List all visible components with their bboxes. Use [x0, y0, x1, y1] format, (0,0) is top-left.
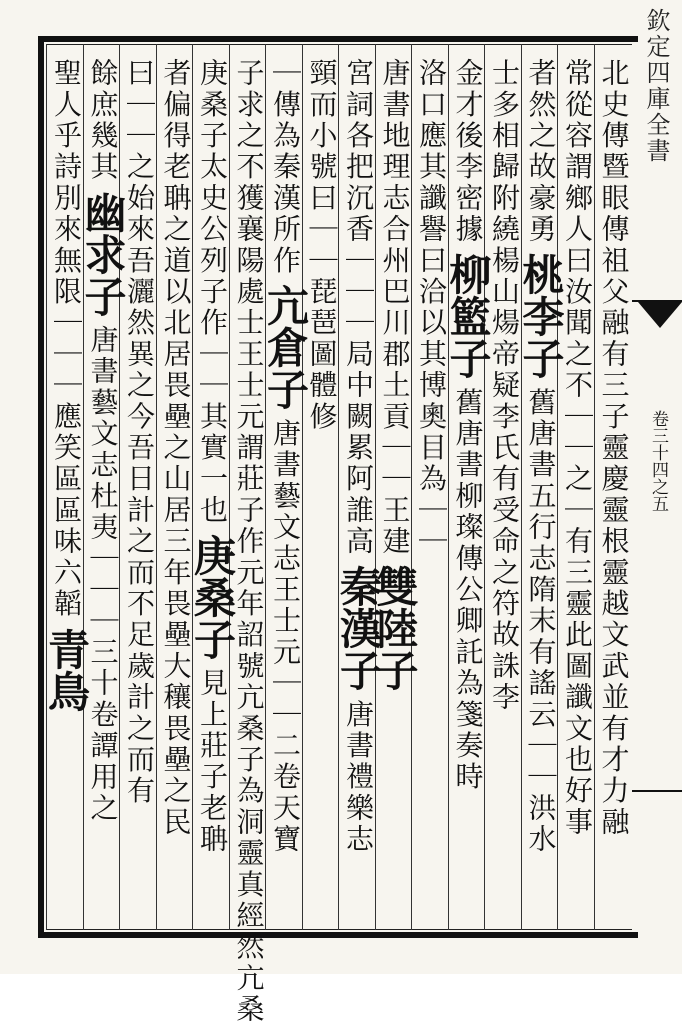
text-column: [558, 58, 596, 928]
text-segment: 者偏得老聃之道以北居畏壘之山居三年畏壘大穰畏壘之民: [159, 58, 193, 838]
text-segment: 唐書藝文志杜夷｜｜｜三十卷譚用之: [86, 324, 120, 825]
entry-heading: 庚桑子: [188, 534, 237, 660]
text-column: [412, 58, 450, 928]
text-column: [516, 58, 566, 928]
text-segment: 北史傳暨眼傳祖父融有三子靈慶靈根靈越文武並有才力融: [597, 58, 631, 838]
text-segment: 舊唐書五行志隋末有謠云｜｜洪水: [524, 387, 558, 856]
text-segment: 琵琶圖體修: [305, 276, 339, 433]
text-segment: 子求之不獲襄陽處士王士元謂莊子作: [232, 58, 266, 558]
margin-book-title: 欽定四庫全書: [642, 8, 670, 164]
text-segment: 唐書地理志合州巴川郡土貢｜｜王建: [378, 58, 412, 558]
text-column: [261, 58, 310, 928]
text-segment: 常從容謂鄉人曰汝聞之不｜｜之｜有三靈此圖讖文也好事: [561, 58, 594, 838]
text-column: [303, 58, 341, 928]
text-segment: 餘庶幾其: [86, 58, 120, 183]
text-column: [42, 58, 91, 928]
entry-heading: 柳籃子: [443, 253, 493, 380]
text-segment: 洛口應其讖: [415, 58, 448, 214]
entry-heading: 雙陸子: [370, 565, 420, 692]
text-segment: 者然之故豪勇: [524, 58, 558, 246]
text-column: [230, 58, 268, 1025]
text-segment: 元年詔號亢桑子為洞靈真經然亢桑: [232, 557, 266, 1025]
text-segment: 唐書禮樂志: [342, 699, 375, 856]
text-segment: 士多相歸附: [488, 58, 521, 214]
text-column: [188, 58, 237, 928]
text-segment: 曰｜｜之始來吾灑然異之今吾日計之而不足歲計之而有: [123, 58, 156, 807]
entry-heading: 亢倉子: [261, 284, 310, 411]
text-segment: 宮詞各把沉香｜｜｜局中闕累阿誰高: [342, 58, 375, 558]
text-segment: 舊唐書柳璨傳公卿託為箋奏時: [451, 387, 485, 793]
text-column: [157, 58, 195, 928]
text-segment: 譽曰洽以其博奧目為｜｜: [415, 214, 448, 558]
fish-tail-mark-bottom: [632, 790, 682, 792]
text-column: [370, 58, 420, 928]
text-segment: 繞楊山煬帝疑李氏有受命之符故誅李: [488, 214, 521, 714]
text-segment: 唐書藝文志王士元｜｜二卷天寶: [269, 418, 302, 856]
text-segment: 庚桑子太史公列子作｜｜其實一也: [196, 58, 229, 526]
entry-heading: 桃李子: [516, 253, 566, 380]
text-column: [443, 58, 493, 928]
entry-heading: 秦漢子: [334, 565, 383, 692]
entry-heading: 幽求子: [78, 190, 128, 317]
margin-juan-label: 卷三十四之五: [648, 410, 668, 512]
text-segment: ｜傳為秦漢所作: [269, 58, 302, 277]
text-column: [78, 58, 128, 928]
text-segment: 金才後李密據: [451, 58, 485, 246]
text-segment: 見上莊子老聃: [196, 668, 229, 856]
text-segment: 詩別來無限｜｜｜應笑區區味六韜: [50, 151, 83, 620]
text-column: [120, 58, 158, 928]
text-segment: 頸而小號曰｜｜: [305, 58, 339, 277]
text-column: [334, 58, 383, 928]
text-column: [595, 58, 633, 928]
text-column: [485, 58, 523, 928]
entry-heading: 青鳥: [42, 627, 91, 712]
fish-tail-triangle: [638, 302, 682, 328]
text-segment: 聖人乎: [50, 58, 83, 152]
